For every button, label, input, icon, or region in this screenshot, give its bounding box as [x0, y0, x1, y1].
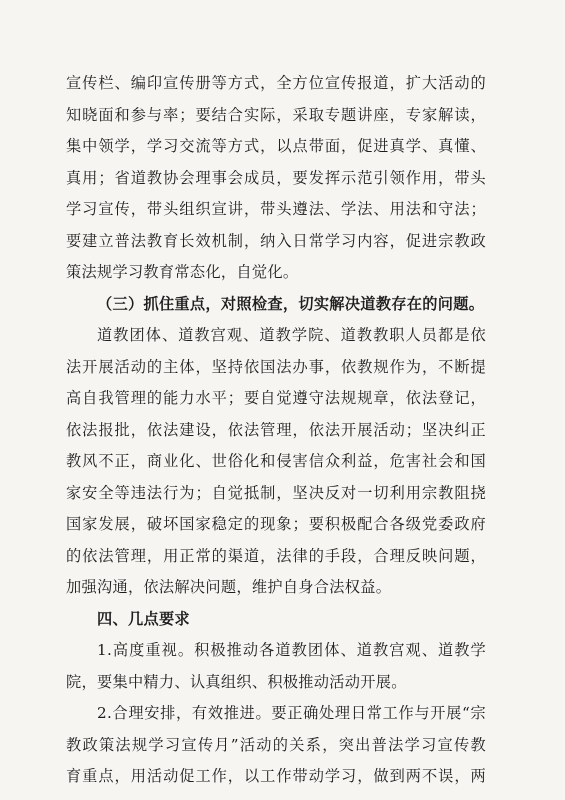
text-line: 2.合理安排，有效推进。要正确处理日常工作与开展“宗: [97, 704, 486, 722]
text-line: 法开展活动的主体，坚持依国法办事，依教规作为，不断提: [66, 357, 486, 376]
section-heading-4: 四、几点要求: [97, 609, 190, 628]
text-line: 家安全等违法行为；自觉抵制，坚决反对一切利用宗教阻挠: [66, 483, 486, 502]
text-line: 加强沟通，依法解决问题，维护自身合法权益。: [66, 578, 392, 596]
text-line: 策法规学习教育常态化，自觉化。: [66, 263, 299, 281]
text-line: 集中领学，学习交流等方式，以点带面，促进真学、真懂、: [66, 137, 486, 155]
document-body: [66, 68, 486, 793]
text-line: 知晓面和参与率；要结合实际，采取专题讲座，专家解读，: [66, 105, 486, 124]
text-line: 要建立普法教育长效机制，纳入日常学习内容，促进宗教政: [66, 231, 486, 250]
text-line: 宣传栏、编印宣传册等方式，全方位宣传报道，扩大活动的: [66, 74, 486, 92]
text-line: 真用；省道教协会理事会成员，要发挥示范引领作用，带头: [66, 168, 486, 187]
text-line: 院，要集中精力、认真组织、积极推动活动开展。: [66, 672, 407, 691]
text-line: 教风不正，商业化、世俗化和侵害信众利益，危害社会和国: [66, 452, 486, 470]
text-line: 依法报批，依法建设，依法管理，依法开展活动；坚决纠正: [66, 420, 486, 439]
text-line: 学习宣传，带头组织宣讲，带头遵法、学法、用法和守法；: [66, 200, 486, 218]
text-line: 国家发展，破坏国家稳定的现象；要积极配合各级党委政府: [66, 515, 486, 533]
text-line: 道教团体、道教宫观、道教学院、道教教职人员都是依: [97, 326, 486, 344]
text-line: 教政策法规学习宣传月”活动的关系，突出普法学习宣传教: [66, 735, 486, 754]
text-line: 育重点，用活动促工作，以工作带动学习，做到两不误，两: [66, 767, 486, 785]
text-line: 高自我管理的能力水平；要自觉遵守法规规章，依法登记，: [66, 389, 486, 407]
text-line: 1.高度重视。积极推动各道教团体、道教宫观、道教学: [97, 641, 486, 659]
section-heading-3: （三）抓住重点，对照检查，切实解决道教存在的问题。: [97, 294, 485, 313]
text-line: 的依法管理，用正常的渠道，法律的手段，合理反映问题，: [66, 546, 486, 565]
